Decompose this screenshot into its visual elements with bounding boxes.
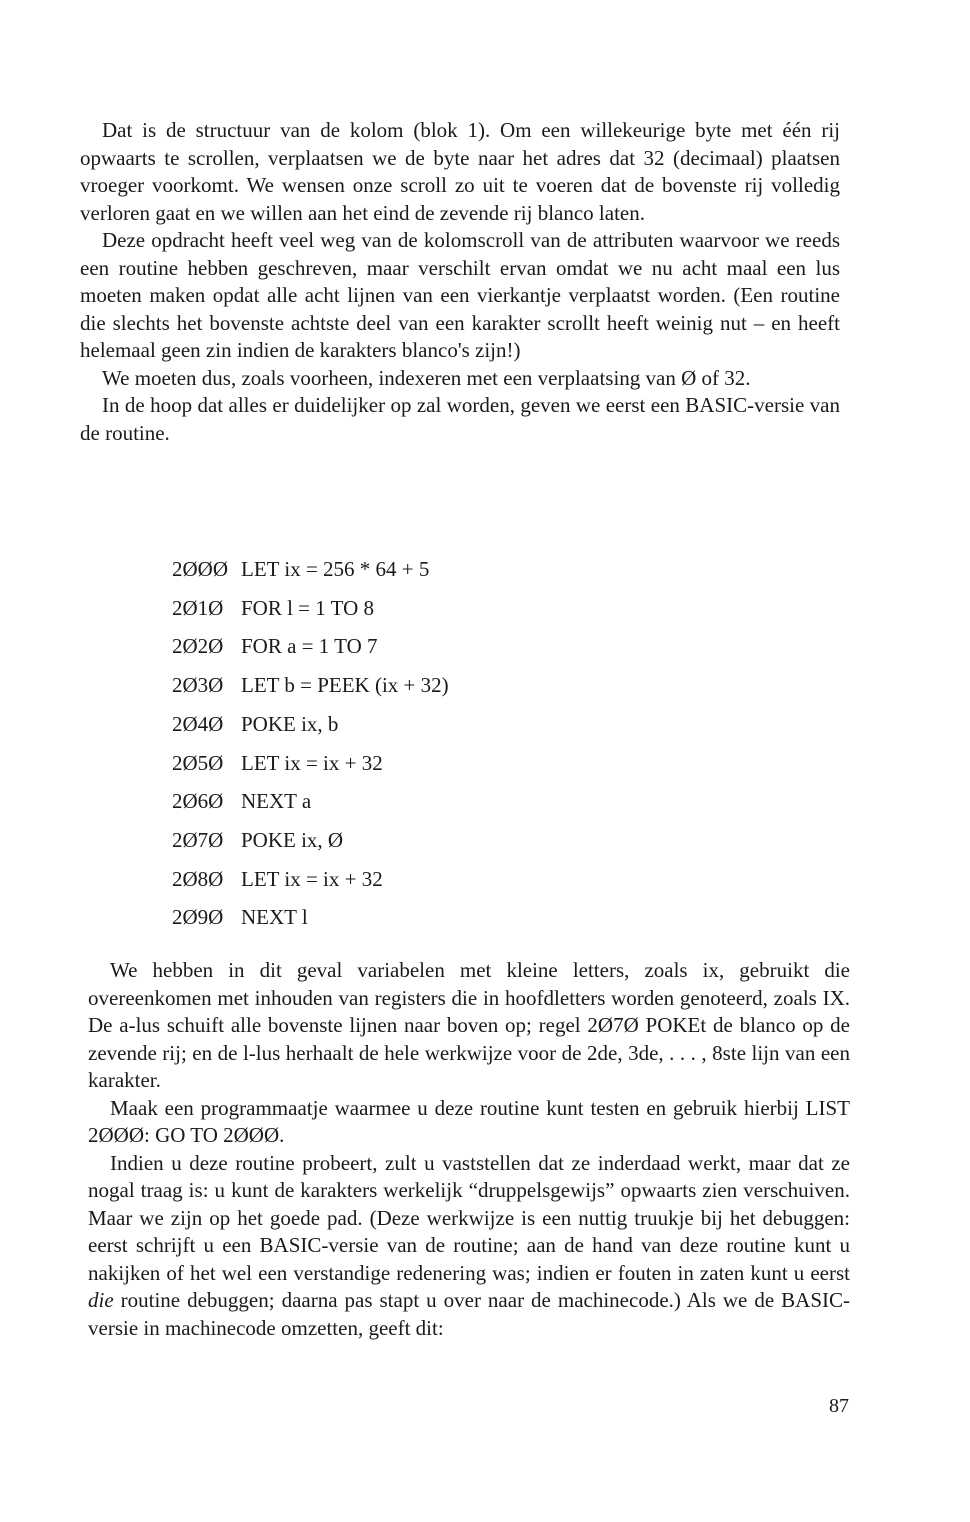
paragraph: We moeten dus, zoals voorheen, indexeren met een verplaatsing van Ø of 32. (102, 365, 751, 390)
line-number: 2Ø3Ø (172, 673, 224, 698)
paragraph: Dat is de structuur van de kolom (blok 1). Om een willekeurige byte met één rij opwaarts te scrollen, verplaatsen we de byte naar het adres dat 32 (decimaal) plaatsen vroeger voorkomt. We wensen onze scroll zo uit te voeren dat de bovenste rij volledig verloren gaat en we willen aan het eind de zevende rij blanco laten. (80, 118, 840, 225)
line-number: 2Ø8Ø (172, 866, 224, 891)
statement: POKE ix, b (241, 711, 339, 736)
line-number: 2Ø6Ø (172, 789, 224, 814)
emphasis: die (88, 1288, 114, 1312)
statement: LET ix = 256 * 64 + 5 (241, 557, 430, 581)
page-number: 87 (829, 1395, 849, 1417)
code-line (172, 589, 449, 628)
line-number: 2Ø7Ø (172, 827, 224, 852)
code-line (172, 705, 449, 744)
code-line (172, 666, 449, 705)
paragraph (88, 1150, 850, 1343)
statement: LET b = PEEK (ix + 32) (241, 673, 449, 698)
statement: POKE ix, Ø (241, 827, 344, 852)
code-line (172, 782, 449, 821)
paragraph: In de hoop dat alles er duidelijker op zal worden, geven we eerst een BASIC-versie van de routine. (80, 393, 840, 445)
line-number: 2ØØØ (172, 557, 228, 581)
explanation-text (88, 957, 850, 1342)
basic-listing (172, 550, 449, 937)
line-number: 2Ø9Ø (172, 905, 224, 930)
code-line (172, 627, 449, 666)
code-line (172, 744, 449, 783)
statement: LET ix = ix + 32 (241, 750, 383, 775)
paragraph-text: routine debuggen; daarna pas stapt u over naar de machinecode.) Als we de BASIC-versie in machinecode omzetten, geeft dit: (88, 1288, 850, 1340)
paragraph-text: Indien u deze routine probeert, zult u vaststellen dat ze inderdaad werkt, maar dat ze nogal traag is: u kunt de karakters werkelijk “druppelsgewijs” opwaarts zien verschuiven. Maar we zijn op het goede pad. (Deze werkwijze is een nuttig truukje bij het debuggen: eerst schrijft u een BASIC-versie van de routine; aan de hand van deze routine kunt u nakijken of het wel een verstandige redenering was; indien er fouten in zaten kunt u eerst (88, 1150, 850, 1285)
statement: FOR a = 1 TO 7 (241, 634, 378, 659)
statement: NEXT a (241, 789, 312, 814)
paragraph: Maak een programmaatje waarmee u deze routine kunt testen en gebruik hierbij LIST 2ØØØ: GO TO 2ØØØ. (88, 1095, 850, 1147)
statement: FOR l = 1 TO 8 (241, 595, 375, 620)
code-line (172, 860, 449, 899)
paragraph: We hebben in dit geval variabelen met kleine letters, zoals ix, gebruikt die overeenkomen met inhouden van registers die in hoofdletters worden genoteerd, zoals IX. De a-lus schuift alle bovenste lijnen naar boven op; regel 2Ø7Ø POKEt de blanco op de zevende rij; en de l-lus herhaalt de hele werkwijze voor de 2de, 3de, . . . , 8ste lijn van een karakter. (88, 958, 850, 1092)
code-line (172, 821, 449, 860)
line-number: 2Ø5Ø (172, 750, 224, 775)
line-number: 2Ø1Ø (172, 595, 224, 620)
code-line (172, 550, 449, 589)
line-number: 2Ø4Ø (172, 711, 224, 736)
statement: LET ix = ix + 32 (241, 866, 383, 891)
line-number: 2Ø2Ø (172, 634, 224, 659)
intro-text (80, 117, 840, 447)
code-line (172, 898, 449, 937)
statement: NEXT l (241, 905, 308, 930)
paragraph: Deze opdracht heeft veel weg van de kolomscroll van de attributen waarvoor we reeds een routine hebben geschreven, maar verschilt ervan omdat we nu acht maal een lus moeten maken opdat alle acht lijnen van een vierkantje verplaatst worden. (Een routine die slechts het bovenste achtste deel van een karakter scrollt heeft weinig nut – en heeft helemaal geen zin indien de karakters blanco's zijn!) (80, 228, 840, 362)
